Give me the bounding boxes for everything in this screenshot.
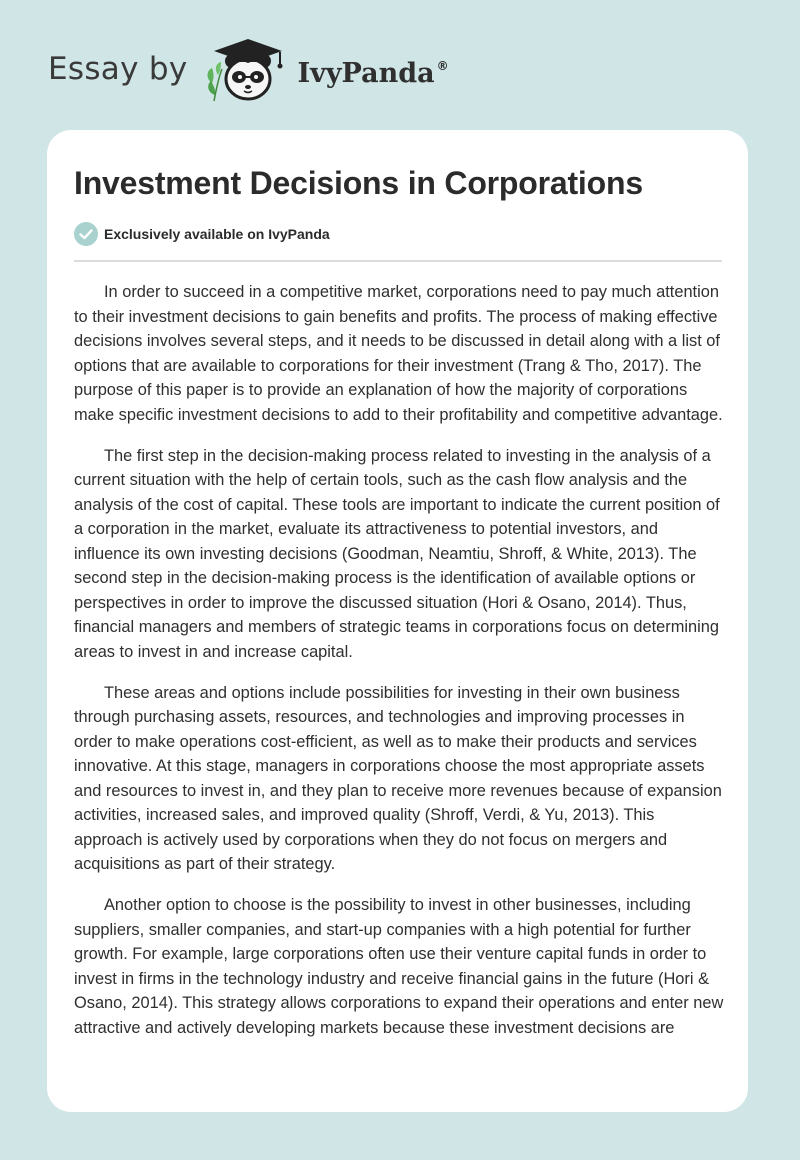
registered-mark: ® [436, 58, 449, 73]
page-title: Investment Decisions in Corporations [74, 165, 643, 201]
brand-name[interactable] [298, 58, 449, 89]
article-card [47, 130, 748, 1112]
paragraph: Another option to choose is the possibility to invest in other businesses, including suppliers, smaller companies, and start-up companies with a high potential for further growth. For example, large corporations often use their venture capital funds in order to invest in firms in the technology industry and receive financial gains in the future (Hori & Osano, 2014). This strategy allows corporations to expand their operations and enter new attractive and actively developing markets because these investment decisions are [74, 896, 724, 1037]
essay-by-label: Essay by [48, 51, 188, 87]
panda-graduate-logo-icon[interactable] [202, 35, 294, 107]
paragraph: These areas and options include possibilities for investing in their own business through purchasing assets, resources, and technologies and improving processes in order to make operations cost-efficient, as well as to make their products and services innovative. At this stage, managers in corporations choose the most appropriate assets and resources to invest in, and they plan to receive more revenues because of expansion activities, increased sales, and improved quality (Shroff, Verdi, & Yu, 2013). This approach is actively used by corporations when they do not focus on mergers and acquisitions as part of their strategy. [74, 683, 722, 873]
brand-text: IvyPanda [297, 57, 435, 89]
paragraph: In order to succeed in a competitive market, corporations need to pay much attention to their investment decisions to gain benefits and profits. The process of making effective decisions involves several steps, and it needs to be discussed in detail along with a list of options that are available to corporations for their investment (Trang & Tho, 2017). The purpose of this paper is to provide an explanation of how the majority of corporations make specific investment decisions to add to their profitability and competitive advantage. [74, 283, 723, 424]
exclusive-label: Exclusively available on IvyPanda [104, 226, 330, 242]
exclusive-badge [74, 222, 330, 246]
article-body [74, 280, 724, 1057]
check-circle-icon [74, 222, 98, 246]
site-header [48, 36, 449, 106]
paragraph: The first step in the decision-making process related to investing in the analysis of a current situation with the help of certain tools, such as the cash flow analysis and the analysis of the cost of capital. These tools are important to indicate the current position of a corporation in the market, evaluate its attractiveness to potential investors, and influence its own investing decisions (Goodman, Neamtiu, Shroff, & White, 2013). The second step in the decision-making process is the identification of available options or perspectives in order to improve the discussed situation (Hori & Osano, 2014). Thus, financial managers and members of strategic teams in corporations focus on determining areas to invest in and increase capital. [74, 446, 720, 661]
divider [74, 260, 722, 262]
